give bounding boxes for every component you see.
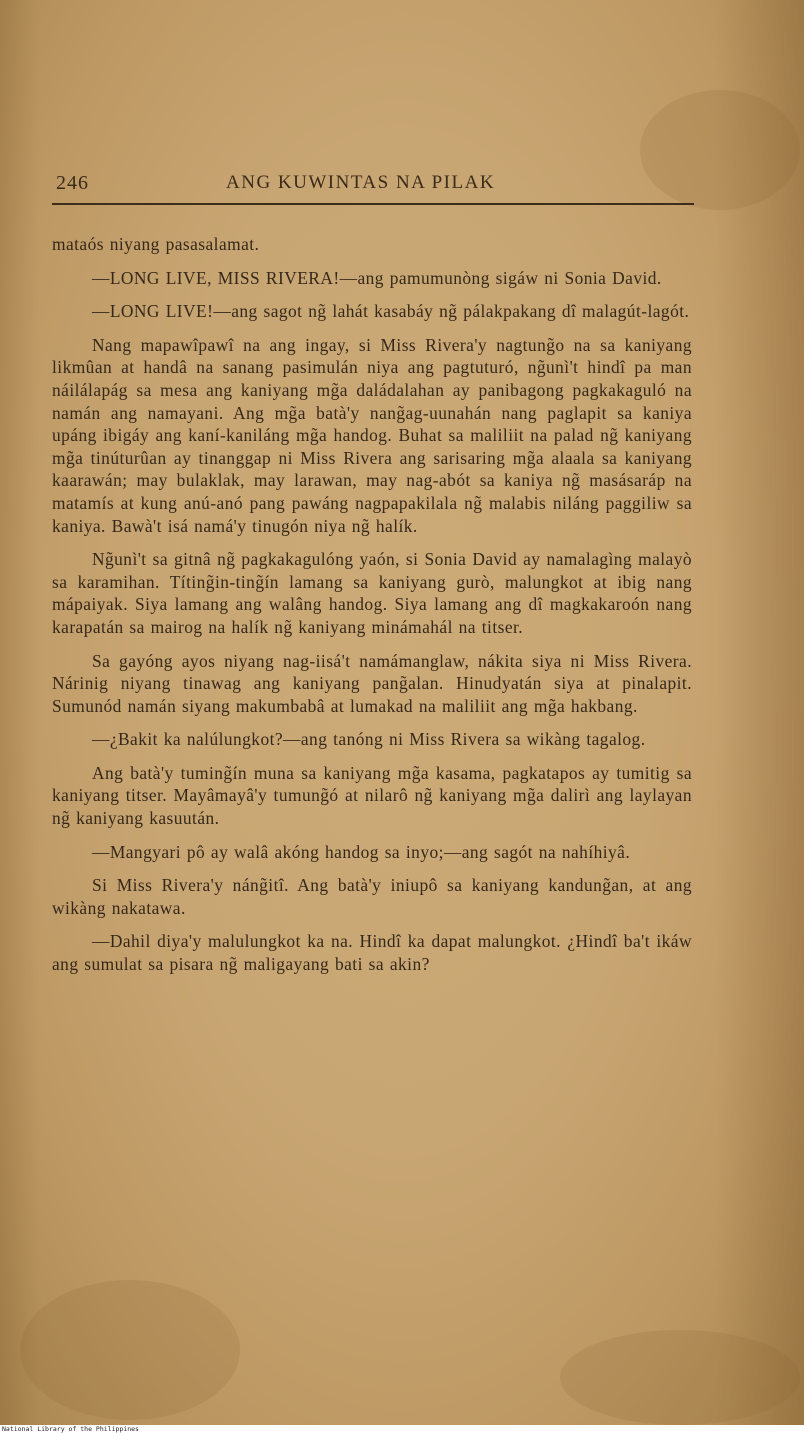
paragraph: Si Miss Rivera'y náng̃itî. Ang batà'y iniupô sa kaniyang kandung̃an, at ang wikàng nakatawa. [52,875,692,918]
page-header [56,172,692,202]
running-title: ANG KUWINTAS NA PILAK [226,172,496,193]
paragraph: Nang mapawîpawî na ang ingay, si Miss Rivera'y nagtung̃o na sa kaniyang likmûan at handâ na sanang pasimulán niya ang pagtuturó, ng̃unì't hindî pa man náilálapág sa mesa ang kaniyang mg̃a daládalahan ay panibagong pagkakaguló na namán ang namayani. Ang mg̃a batà'y nang̃ag-uunahán nang paglapit sa kaniya upáng ibigáy ang kaní-kaniláng mg̃a handog. Buhat sa maliliit na palad ng̃ kaniyang mg̃a tinúturûan ay tinanggap ni Miss Rivera ang sarisaring mg̃a alaala sa kaniyang kaarawán; may bulaklak, may larawan, may nag-abót sa kaniya ng̃ masásaráp na matamís at kung anú-anó pang pawáng nagpapakilala ng̃ malabis niláng paggiliw sa kaniya. Bawà't isá namá'y tinugón niya ng̃ halík. [52,334,692,536]
body-text [52,233,692,987]
library-credit: National Library of the Philippines [2,1425,139,1433]
stain-mark [560,1330,800,1425]
paragraph: —LONG LIVE, MISS RIVERA!—ang pamumunòng sigáw ni Sonia David. [92,267,662,288]
paragraph: Ang batà'y tuming̃ín muna sa kaniyang mg̃a kasama, pagkatapos ay tumitig sa kaniyang titser. Mayâmayâ'y tumung̃ó at nilarô ng̃ kaniyang mg̃a dalirì ang laylayan ng̃ kaniyang kasuután. [52,762,692,829]
paragraph: Ng̃unì't sa gitnâ ng̃ pagkakagulóng yaón, si Sonia David ay namalagìng malayò sa karamihan. Títing̃in-ting̃ín lamang sa kaniyang gurò, malungkot at ibig nang mápaiyak. Siya lamang ang walâng handog. Siya lamang ang dî magkakaroón nang karapatán sa mairog na halík ng̃ kaniyang minámahál na titser. [52,549,692,637]
paragraph: —Dahil diya'y malulungkot ka na. Hindî ka dapat malungkot. ¿Hindî ba't ikáw ang sumulat sa pisara ng̃ maligayang bati sa akin? [52,931,692,975]
header-rule [52,203,694,205]
stain-mark [20,1280,240,1420]
paragraph: Sa gayóng ayos niyang nag-iisá't namámanglaw, nákita siya ni Miss Rivera. Nárinig niyang tinawag ang kaniyang pang̃alan. Hinudyatán siya at pinalapit. Sumunód namán siyang makumbabâ at lumakad na maliliit ang mg̃a hakbang. [52,650,692,716]
paragraph: —LONG LIVE!—ang sagot ng̃ lahát kasabáy ng̃ pálakpakang dî malagút-lagót. [92,301,690,322]
paragraph: mataós niyang pasasalamat. [52,234,260,254]
page-number: 246 [56,172,89,194]
paragraph: —¿Bakit ka nalúlungkot?—ang tanóng ni Miss Rivera sa wikàng tagalog. [92,729,646,750]
paragraph: —Mangyari pô ay walâ akóng handog sa inyo;—ang sagót na nahíhiyâ. [92,841,631,862]
